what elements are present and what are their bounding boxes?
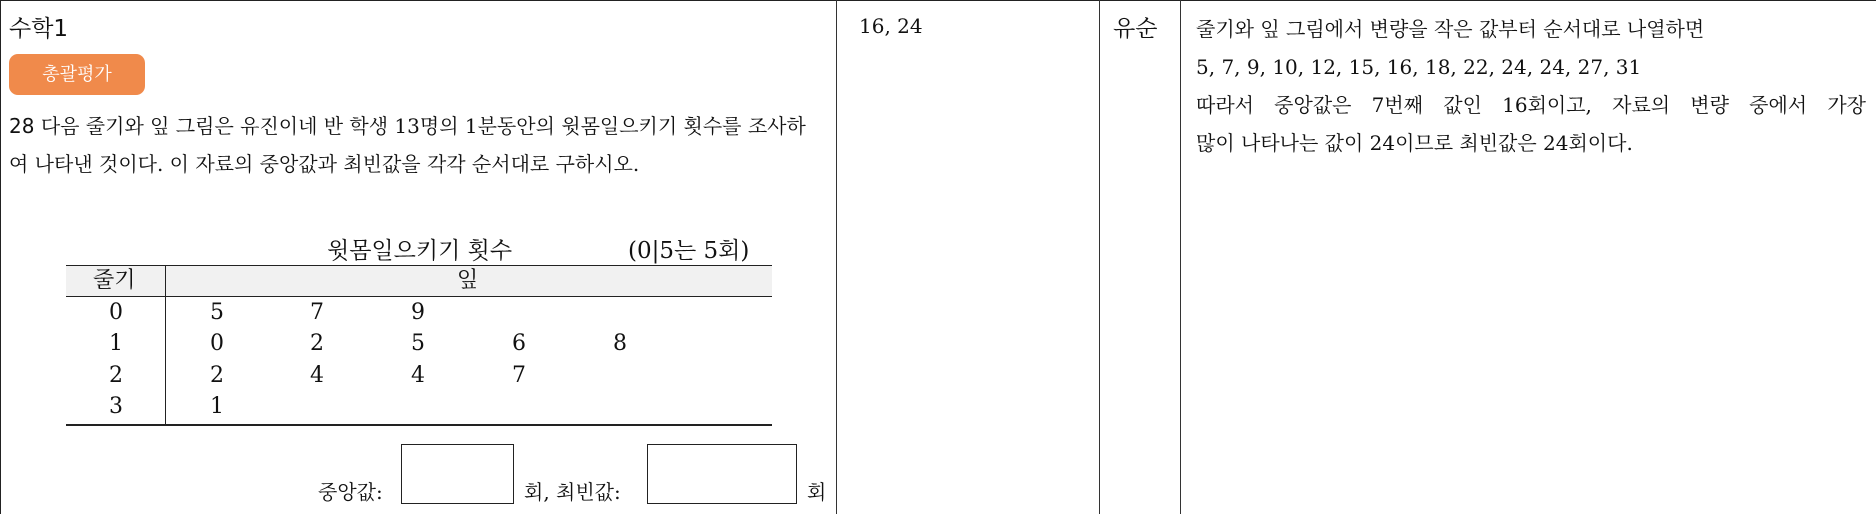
stem-header: 줄기	[93, 268, 136, 293]
author-name: 유순	[1113, 16, 1158, 42]
leaf-cell: 2	[210, 363, 224, 388]
leaf-cell: 0	[210, 331, 224, 356]
mode-answer-box[interactable]	[647, 444, 797, 504]
solution-sorted-values: 5, 7, 9, 10, 12, 15, 16, 18, 22, 24, 24, 27, 31	[1196, 55, 1642, 79]
leaf-cell: 6	[512, 331, 526, 356]
stem-cell: 3	[109, 394, 123, 419]
plot-title: 윗몸일으키기 횟수	[327, 238, 513, 264]
plot-top-rule	[66, 265, 772, 266]
leaf-cell: 2	[310, 331, 324, 356]
question-text: 다음 줄기와 잎 그림은 유진이네 반 학생 13명의 1분동안의 윗몸일으키기 횟수를 조사하여 나타낸 것이다. 이 자료의 중앙값과 최빈값을 각각 순서대로 구하시오.	[9, 114, 806, 176]
solution-line: 따라서 중앙값은 7번째 값인 16회이고, 자료의 변량 중에서 가장	[1196, 93, 1866, 117]
question-block	[9, 107, 809, 183]
answer-text: 16, 24	[859, 14, 923, 38]
solution-line: 많이 나타나는 값이 24이므로 최빈값은 24회이다.	[1196, 131, 1633, 155]
median-answer-box[interactable]	[401, 444, 514, 504]
mode-label: 회, 최빈값:	[524, 480, 621, 504]
subject-title: 수학1	[9, 16, 69, 42]
leaf-cell: 7	[310, 300, 324, 325]
column-divider-3	[1180, 0, 1181, 514]
column-divider-1	[836, 0, 837, 514]
stem-cell: 2	[109, 363, 123, 388]
median-label: 중앙값:	[318, 480, 383, 504]
solution-line: 줄기와 잎 그림에서 변량을 작은 값부터 순서대로 나열하면	[1196, 17, 1705, 41]
stem-cell: 0	[109, 300, 123, 325]
plot-bottom-rule	[66, 424, 772, 426]
summative-badge: 총괄평가	[9, 54, 145, 95]
leaf-cell: 7	[512, 363, 526, 388]
leaf-cell: 5	[411, 331, 425, 356]
leaf-header: 잎	[457, 268, 479, 293]
leaf-cell: 4	[310, 363, 324, 388]
leaf-cell: 1	[210, 394, 224, 419]
unit-label: 회	[807, 480, 827, 504]
plot-header-row	[66, 265, 772, 296]
solution-block	[1196, 10, 1866, 162]
stem-cell: 1	[109, 331, 123, 356]
question-number: 28	[9, 114, 35, 138]
stem-leaf-separator	[165, 266, 166, 425]
leaf-cell: 5	[210, 300, 224, 325]
plot-key: (0|5는 5회)	[628, 238, 750, 264]
leaf-cell: 8	[613, 331, 627, 356]
leaf-cell: 9	[411, 300, 425, 325]
leaf-cell: 4	[411, 363, 425, 388]
column-divider-2	[1099, 0, 1100, 514]
